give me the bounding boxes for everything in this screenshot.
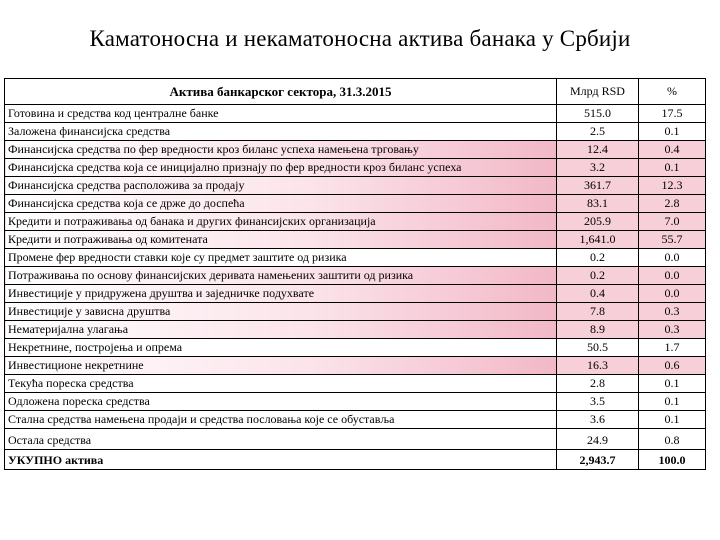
row-label: Одложена пореска средства [5, 393, 557, 411]
table-row [5, 177, 706, 195]
row-label: Финансијска средства расположива за продају [5, 177, 557, 195]
header-label: Актива банкарског сектора, 31.3.2015 [5, 79, 557, 105]
row-amount: 2.5 [557, 123, 639, 141]
table-row [5, 339, 706, 357]
table-row [5, 141, 706, 159]
row-label: Стална средства намењена продаји и средства пословања које се обуставља [5, 411, 557, 429]
row-percent: 0.1 [639, 159, 706, 177]
row-label: Готовина и средства код централне банке [5, 105, 557, 123]
table-row [5, 105, 706, 123]
table-row [5, 411, 706, 429]
row-percent: 0.1 [639, 393, 706, 411]
row-amount: 3.2 [557, 159, 639, 177]
row-amount: 2.8 [557, 375, 639, 393]
row-label: Остала средства [5, 429, 557, 450]
table-row [5, 429, 706, 450]
table-header-row [5, 79, 706, 105]
row-amount: 83.1 [557, 195, 639, 213]
row-label: Кредити и потраживања од комитената [5, 231, 557, 249]
table-row [5, 357, 706, 375]
table-row [5, 249, 706, 267]
total-row [5, 450, 706, 470]
row-amount: 24.9 [557, 429, 639, 450]
row-percent: 0.0 [639, 267, 706, 285]
row-amount: 0.4 [557, 285, 639, 303]
table-row [5, 375, 706, 393]
row-percent: 0.1 [639, 375, 706, 393]
table-row [5, 267, 706, 285]
row-amount: 7.8 [557, 303, 639, 321]
total-amount: 2,943.7 [557, 450, 639, 470]
row-amount: 0.2 [557, 249, 639, 267]
row-label: Инвестиције у придружена друштва и заједничке подухвате [5, 285, 557, 303]
header-percent: % [639, 79, 706, 105]
table-row [5, 123, 706, 141]
row-percent: 0.1 [639, 411, 706, 429]
row-amount: 0.2 [557, 267, 639, 285]
table-row [5, 285, 706, 303]
row-amount: 3.5 [557, 393, 639, 411]
table-row [5, 231, 706, 249]
row-percent: 2.8 [639, 195, 706, 213]
table-row [5, 303, 706, 321]
row-amount: 1,641.0 [557, 231, 639, 249]
row-amount: 3.6 [557, 411, 639, 429]
row-percent: 0.0 [639, 285, 706, 303]
row-label: Текућа пореска средства [5, 375, 557, 393]
row-amount: 50.5 [557, 339, 639, 357]
total-label: УКУПНО актива [5, 450, 557, 470]
row-amount: 16.3 [557, 357, 639, 375]
total-percent: 100.0 [639, 450, 706, 470]
assets-table [4, 78, 706, 470]
row-label: Инвестиционе некретнине [5, 357, 557, 375]
row-label: Финансијска средства која се држе до доспећа [5, 195, 557, 213]
row-label: Инвестиције у зависна друштва [5, 303, 557, 321]
row-label: Заложена финансијска средства [5, 123, 557, 141]
row-label: Промене фер вредности ставки које су предмет заштите од ризика [5, 249, 557, 267]
row-percent: 0.4 [639, 141, 706, 159]
row-label: Некретнине, постројења и опрема [5, 339, 557, 357]
row-percent: 12.3 [639, 177, 706, 195]
table-row [5, 195, 706, 213]
row-label: Финансијска средства по фер вредности кроз биланс успеха намењена трговању [5, 141, 557, 159]
table-row [5, 321, 706, 339]
row-amount: 12.4 [557, 141, 639, 159]
row-label: Финансијска средства која се иницијално признају по фер вредности кроз биланс успеха [5, 159, 557, 177]
row-percent: 0.8 [639, 429, 706, 450]
table-row [5, 393, 706, 411]
row-percent: 0.3 [639, 303, 706, 321]
row-percent: 0.6 [639, 357, 706, 375]
row-percent: 17.5 [639, 105, 706, 123]
row-amount: 515.0 [557, 105, 639, 123]
row-amount: 361.7 [557, 177, 639, 195]
row-percent: 0.0 [639, 249, 706, 267]
table-row [5, 159, 706, 177]
row-amount: 8.9 [557, 321, 639, 339]
assets-table-body [5, 79, 706, 470]
row-label: Кредити и потраживања од банака и других финансијских организација [5, 213, 557, 231]
page-title: Каматоносна и некаматоносна актива банака у Србији [89, 26, 631, 51]
header-amount: Млрд RSD [557, 79, 639, 105]
row-percent: 0.1 [639, 123, 706, 141]
row-amount: 205.9 [557, 213, 639, 231]
row-percent: 7.0 [639, 213, 706, 231]
row-label: Потраживања по основу финансијских деривата намењених заштити од ризика [5, 267, 557, 285]
row-percent: 1.7 [639, 339, 706, 357]
table-row [5, 213, 706, 231]
row-label: Нематеријална улагања [5, 321, 557, 339]
row-percent: 0.3 [639, 321, 706, 339]
row-percent: 55.7 [639, 231, 706, 249]
